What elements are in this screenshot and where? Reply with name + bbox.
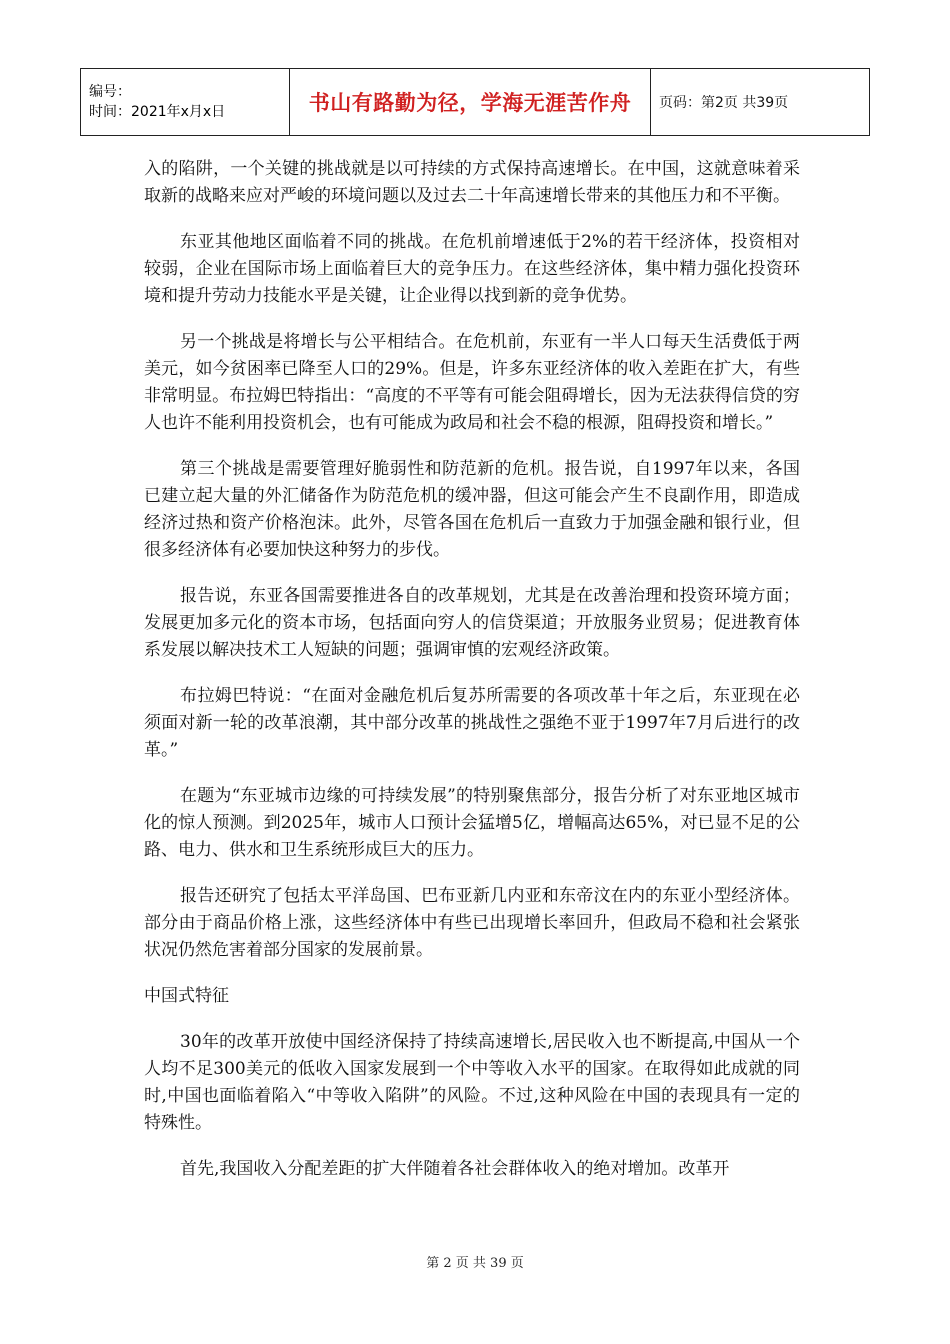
- page-footer: 第 2 页 共 39 页: [426, 1256, 524, 1271]
- document-time-label: 时间：2021年x月x日: [89, 104, 226, 120]
- header-table: [80, 68, 870, 136]
- body-paragraph: 首先,我国收入分配差距的扩大伴随着各社会群体收入的绝对增加。改革开: [180, 1159, 730, 1179]
- body-paragraph: 在题为“东亚城市边缘的可持续发展”的特别聚焦部分，报告分析了对东亚地区城市化的惊人预测。到2025年，城市人口预计会猛增5亿，增幅高达65%，对已显不足的公路、电力、供水和卫生系统形成巨大的压力。: [144, 786, 800, 860]
- header-motto: 书山有路勤为径，学海无涯苦作舟: [290, 69, 651, 136]
- body-paragraph: 入的陷阱，一个关键的挑战就是以可持续的方式保持高速增长。在中国，这就意味着采取新的战略来应对严峻的环境问题以及过去二十年高速增长带来的其他压力和不平衡。: [144, 159, 800, 206]
- body-paragraph: 报告说，东亚各国需要推进各自的改革规划，尤其是在改善治理和投资环境方面；发展更加多元化的资本市场，包括面向穷人的信贷渠道；开放服务业贸易；促进教育体系发展以解决技术工人短缺的问题；强调审慎的宏观经济政策。: [144, 586, 800, 660]
- body-paragraph: 30年的改革开放使中国经济保持了持续高速增长,居民收入也不断提高,中国从一个人均不足300美元的低收入国家发展到一个中等收入水平的国家。在取得如此成就的同时,中国也面临着陷入“中等收入陷阱”的风险。不过,这种风险在中国的表现具有一定的特殊性。: [144, 1032, 800, 1133]
- header-page-info: 页码：第2页 共39页: [651, 69, 870, 136]
- document-number-label: 编号：: [89, 84, 131, 100]
- body-paragraph: 第三个挑战是需要管理好脆弱性和防范新的危机。报告说，自1997年以来，各国已建立起大量的外汇储备作为防范危机的缓冲器，但这可能会产生不良副作用，即造成经济过热和资产价格泡沫。此外，尽管各国在危机后一直致力于加强金融和银行业，但很多经济体有必要加快这种努力的步伐。: [144, 459, 800, 560]
- body-paragraph: 报告还研究了包括太平洋岛国、巴布亚新几内亚和东帝汶在内的东亚小型经济体。部分由于商品价格上涨，这些经济体中有些已出现增长率回升，但政局不稳和社会紧张状况仍然危害着部分国家的发展前景。: [144, 886, 800, 960]
- body-paragraph: 东亚其他地区面临着不同的挑战。在危机前增速低于2%的若干经济体，投资相对较弱，企业在国际市场上面临着巨大的竞争压力。在这些经济体，集中精力强化投资环境和提升劳动力技能水平是关键，让企业得以找到新的竞争优势。: [144, 232, 800, 306]
- section-heading: 中国式特征: [144, 986, 229, 1006]
- body-paragraph: 布拉姆巴特说：“在面对金融危机后复苏所需要的各项改革十年之后，东亚现在必须面对新一轮的改革浪潮，其中部分改革的挑战性之强绝不亚于1997年7月后进行的改革。”: [144, 686, 800, 760]
- header-meta-cell: [81, 69, 290, 136]
- body-paragraph: 另一个挑战是将增长与公平相结合。在危机前，东亚有一半人口每天生活费低于两美元，如今贫困率已降至人口的29%。但是，许多东亚经济体的收入差距在扩大，有些非常明显。布拉姆巴特指出：“高度的不平等有可能会阻碍增长，因为无法获得信贷的穷人也许不能利用投资机会，也有可能成为政局和社会不稳的根源，阻碍投资和增长。”: [144, 332, 800, 433]
- document-body: [144, 156, 800, 1202]
